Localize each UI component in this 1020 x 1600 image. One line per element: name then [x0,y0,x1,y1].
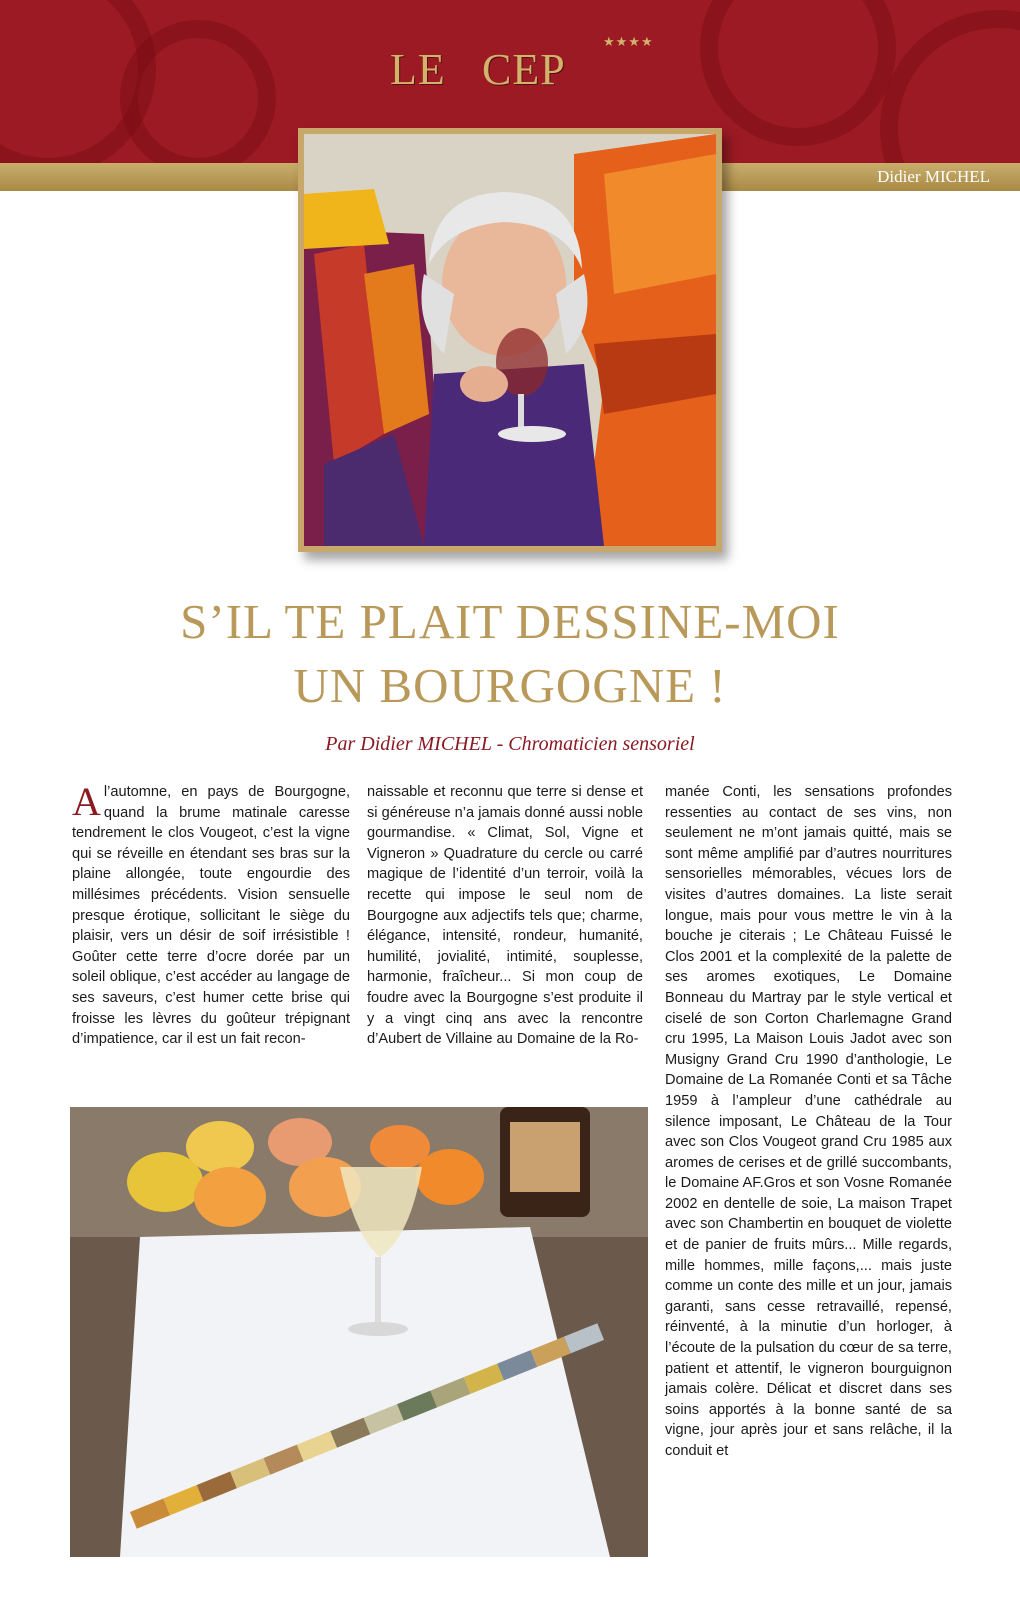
brand-logo [390,22,660,122]
portrait-illustration [304,134,716,546]
article-title-line1: S’IL TE PLAIT DESSINE-MOI [180,594,840,649]
author-portrait-photo [298,128,722,552]
author-tag: Didier MICHEL [877,167,990,186]
article-column-3: manée Conti, les sensations profondes ressenties au contact de ses vins, non seulement ne m’ont jamais quitté, mais se sont même amplifié par d’autres nourritures sensorielles mémorables, vécues lors de visites d’autres domaines. La liste serait longue, mais pour vous mettre le vin à la bouche je citerais ; Le Château Fuissé le Clos 2001 et la complexité de la palette de ses aromes exotiques, Le Domaine Bonneau du Martray par le style vertical et ciselé de son Corton Charlemagne Grand cru 1995, La Maison Louis Jadot avec son Musigny Grand Cru 1990 d’anthologie, Le Domaine de La Romanée Conti et sa Tâche 1959 à l’ampleur d’une cathédrale au silence imposant, Le Château de la Tour avec son Clos Vougeot grand Cru 1985 aux aromes de cerises et de grillé succombants, le Domaine AF.Gros et son Vosne Romanée 2002 en dentelle de soie, La maison Trapet avec son Chambertin en bouquet de violette et de panier de fruits mûrs... Mille regards, mille hommes, mille façons,... mais juste comme un conte des mille et un jour, jamais garanti, sans cesse retravaillé, repensé, réinventé, à la minutie d’un horloger, à l’écoute de la pulsation du cœur de sa terre, patient et attentif, le vigneron bourguignon jamais colère. Délicat et discret dans ses soins apportés à la bonne santé de sa vigne, jour après jour et sans relâche, il la conduit et [665,784,952,1459]
article-column-1 [72,779,350,1050]
article-title-line2: UN BOURGOGNE ! [293,658,727,713]
article-title [0,590,1020,718]
logo-stars: ★★★★ [603,34,654,49]
column-1-text: l’automne, en pays de Bourgogne, quand la brume matinale caresse tendrement le clos Vougeot, c’est la vigne qui se réveille en étendant ses bras sur la plaine allongée, toute engourdie des millésimes précédents. Vision sensuelle presque érotique, sollicitant le siège du plaisir, vers un désir de soif irrésistible ! Goûter cette terre d’ocre dorée par un soleil oblique, c’est accéder au langage de ses saveurs, c’est humer cette brise qui froisse les lèvres du goûteur trépignant d’impatience, car il est un fait recon- [72,784,350,1048]
logo-word-le: LE [390,45,446,94]
logo-word-cep: CEP [482,45,566,94]
article-byline: Par Didier MICHEL - Chromaticien sensoriel [325,733,695,755]
tasting-illustration [70,1107,648,1557]
article-column-2: naissable et reconnu que terre si dense et si généreuse n’a jamais donné aussi noble gourmandise. « Climat, Sol, Vigne et Vigneron » Quadrature du cercle ou carré magique de l’identité d’un terroir, voilà la recette qui impose le seul nom de Bourgogne aux adjectifs tels que; charme, élégance, intensité, rondeur, humanité, humilité, jovialité, intimité, souplesse, harmonie, fraîcheur... Si mon coup de foudre avec la Bourgogne s’est produite il y a vingt cinq ans avec la rencontre d’Aubert de Villaine au Domaine de la Ro- [367,784,643,1048]
tasting-palette-photo [70,1107,648,1557]
drop-cap: A [72,779,101,824]
